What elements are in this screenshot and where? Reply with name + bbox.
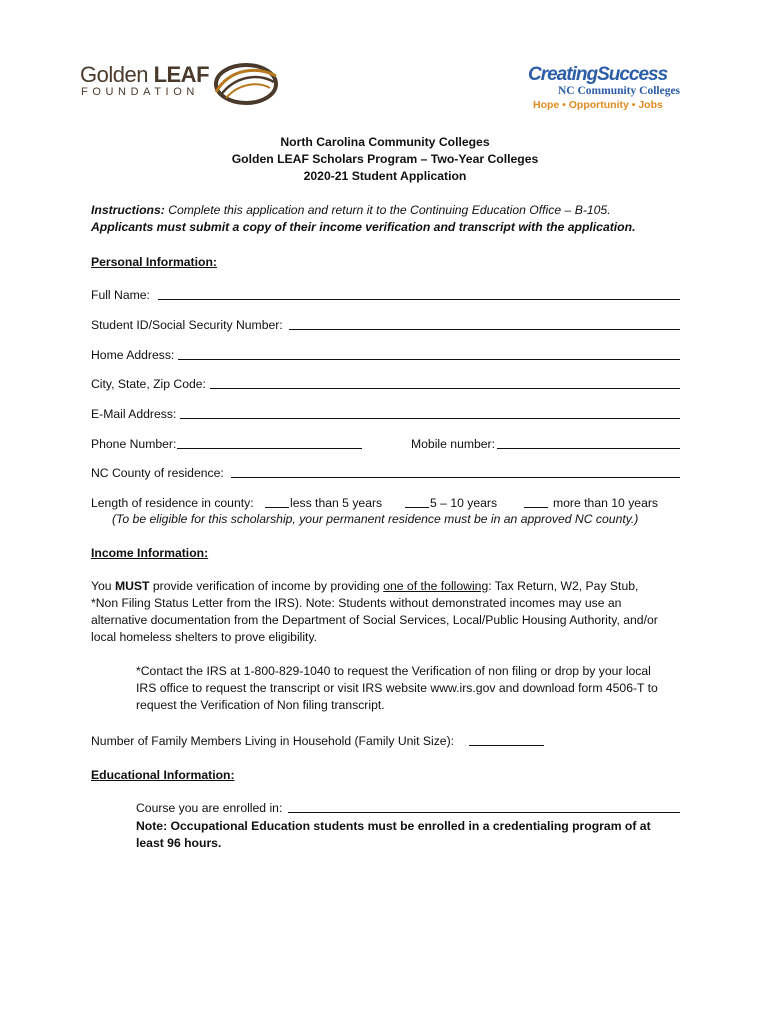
income-para-line-2: *Non Filing Status Letter from the IRS). Note: Students without demonstrated incomes may use an — [91, 596, 622, 610]
instructions-text: Complete this application and return it to the Continuing Education Office – B-105. — [164, 203, 611, 217]
phone-label: Phone Number: — [91, 437, 177, 451]
email-field[interactable] — [180, 418, 680, 419]
income-para-line-4: local homeless shelters to prove eligibility. — [91, 630, 318, 644]
family-size-field[interactable] — [469, 745, 544, 746]
residence-opt1-blank[interactable] — [265, 507, 289, 508]
golden-leaf-logo — [80, 62, 280, 108]
residence-opt3-label: more than 10 years — [553, 496, 659, 510]
logo-nc-cc-subtitle: NC Community Colleges — [558, 85, 681, 97]
residence-length-label: Length of residence in county: — [91, 496, 254, 510]
income-p1-link: one of the following — [383, 579, 489, 593]
residence-opt1-label: less than 5 years — [290, 496, 383, 510]
income-para-line-1 — [91, 579, 638, 593]
logo-foundation-text: FOUNDATION — [81, 86, 199, 98]
education-note-line-1: Note: Occupational Education students must be enrolled in a credentialing program of at — [136, 819, 651, 833]
income-p1-must: MUST — [114, 579, 150, 593]
creating-success-logo — [528, 64, 684, 114]
city-state-zip-field[interactable] — [210, 388, 680, 389]
residence-opt3-blank[interactable] — [524, 507, 548, 508]
residence-opt2-label: 5 – 10 years — [430, 496, 498, 510]
logo-creating-success-title: CreatingSuccess — [528, 64, 668, 85]
course-label: Course you are enrolled in: — [136, 801, 283, 815]
instructions-label: Instructions: — [91, 203, 165, 217]
county-label: NC County of residence: — [91, 466, 224, 480]
county-field[interactable] — [231, 477, 680, 478]
header-line-3: 2020-21 Student Application — [303, 169, 467, 183]
logo-tagline: Hope • Opportunity • Jobs — [533, 99, 663, 111]
instructions-line-1 — [91, 203, 611, 217]
education-info-heading: Educational Information: — [91, 768, 235, 782]
header-line-1: North Carolina Community Colleges — [280, 135, 490, 149]
course-field[interactable] — [288, 812, 680, 813]
full-name-field[interactable] — [158, 299, 680, 300]
email-label: E-Mail Address: — [91, 407, 177, 421]
education-note-line-2: least 96 hours. — [136, 836, 222, 850]
mobile-field[interactable] — [497, 448, 680, 449]
family-size-label: Number of Family Members Living in Household (Family Unit Size): — [91, 734, 455, 748]
income-para-line-3: alternative documentation from the Department of Social Services, Local/Public Housing Authority, and/or — [91, 613, 658, 627]
irs-note-line-2: IRS office to request the transcript or visit IRS website www.irs.gov and download form 4506-T to — [136, 681, 658, 695]
residence-opt2-blank[interactable] — [405, 507, 429, 508]
eligibility-note: (To be eligible for this scholarship, your permanent residence must be in an approved NC county.) — [112, 512, 639, 526]
home-address-label: Home Address: — [91, 348, 175, 362]
student-id-field[interactable] — [289, 329, 680, 330]
logo-leaf-text: LEAF — [153, 62, 210, 87]
phone-field[interactable] — [177, 448, 362, 449]
student-id-label: Student ID/Social Security Number: — [91, 318, 283, 332]
income-info-heading: Income Information: — [91, 546, 209, 560]
full-name-label: Full Name: — [91, 288, 150, 302]
irs-note-line-3: request the Verification of Non filing transcript. — [136, 698, 385, 712]
logo-golden-text: Golden — [80, 62, 154, 87]
instructions-line-2: Applicants must submit a copy of their income verification and transcript with the application. — [91, 220, 636, 234]
income-p1-c: : Tax Return, W2, Pay Stub, — [488, 579, 639, 593]
personal-info-heading: Personal Information: — [91, 255, 217, 269]
mobile-label: Mobile number: — [411, 437, 495, 451]
city-state-zip-label: City, State, Zip Code: — [91, 377, 206, 391]
income-p1-a: You — [91, 579, 115, 593]
leaf-swirl-icon — [208, 62, 280, 106]
header-line-2: Golden LEAF Scholars Program – Two-Year Colleges — [231, 152, 539, 166]
home-address-field[interactable] — [178, 359, 680, 360]
income-p1-b: provide verification of income by providing — [149, 579, 384, 593]
irs-note-line-1: *Contact the IRS at 1-800-829-1040 to request the Verification of non filing or drop by your local — [136, 664, 651, 678]
